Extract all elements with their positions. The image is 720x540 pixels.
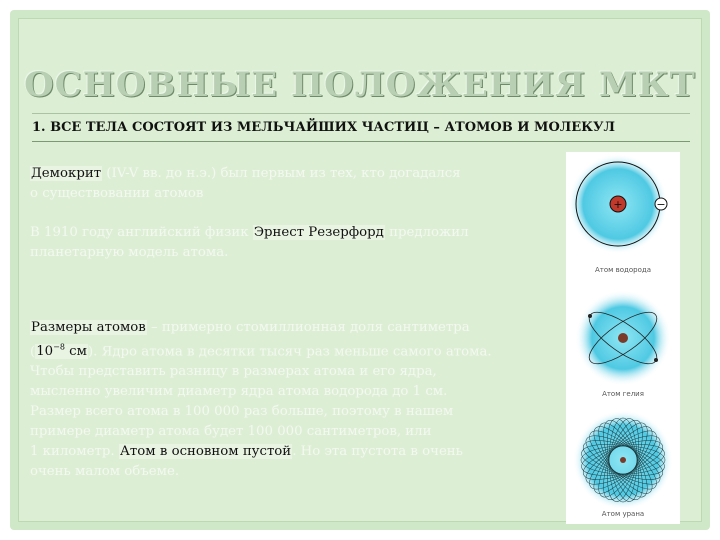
value-base: 10 (36, 344, 54, 360)
electron-minus: − (656, 198, 666, 211)
slide (18, 18, 702, 522)
heading-divider (32, 141, 690, 142)
title-divider (32, 113, 690, 114)
atom-size-line4: мысленно увеличим диаметр ядра атома водорода до 1 см. (30, 384, 448, 400)
democritus-name: Демокрит (31, 166, 102, 181)
atom-empty-highlight: Атом в основном пустой (119, 444, 292, 460)
rutherford-text-post: предложил (384, 225, 469, 240)
democritus-text: (IV-V вв. до н.э.) был первым из тех, кто догадался (102, 166, 461, 181)
democritus-text-line2: о существовании атомов (30, 186, 204, 201)
atom-images-panel (566, 152, 680, 524)
proton-plus: + (613, 198, 623, 211)
paragraph-democritus (30, 164, 570, 204)
uranium-atom-icon (566, 408, 680, 512)
hydrogen-atom-figure (566, 152, 680, 282)
uranium-atom-figure (566, 408, 680, 524)
atom2-label: Атом гелия (602, 390, 644, 398)
atom-size-line6: примере диаметр атома будет 100 000 сантиметров, или (30, 424, 432, 440)
rutherford-name: Эрнест Резерфорд (253, 225, 384, 240)
atom-size-line2: ). Ядро атома в десятки тысяч раз меньше самого атома. (87, 344, 492, 360)
value-unit: см (64, 344, 87, 360)
paragraph-atom-size (30, 318, 570, 482)
slide-title: ОСНОВНЫЕ ПОЛОЖЕНИЯ МКТ (24, 65, 696, 105)
hydrogen-label: Атом водорода (594, 266, 652, 274)
atom-size-line3: Чтобы представить разницу в размерах атома и его ядра, (30, 364, 437, 380)
atom-size-term: Размеры атомов (31, 320, 146, 335)
atom-size-line5: Размер всего атома в 100 000 раз больше, поэтому в нашем (30, 404, 454, 420)
paragraph-rutherford (30, 223, 570, 263)
atom-size-line1: – примерно стомиллионная доля сантиметра (146, 320, 470, 335)
atom-size-value (35, 344, 88, 359)
paren-open: ( (30, 344, 36, 360)
atom-size-line7-pre: 1 километр. (30, 444, 119, 460)
atom2-icon (566, 286, 680, 390)
atom2-figure (566, 286, 680, 406)
hydrogen-atom-icon (566, 152, 680, 264)
value-exponent: −8 (53, 343, 65, 352)
rutherford-text-line2: планетарную модель атома. (30, 245, 229, 260)
uranium-label: Атом урана (601, 510, 645, 518)
atom-size-line8: очень малом объеме. (30, 464, 180, 480)
section-heading: 1. ВСЕ ТЕЛА СОСТОЯТ ИЗ МЕЛЬЧАЙШИХ ЧАСТИЦ – АТОМОВ И МОЛЕКУЛ (32, 120, 616, 135)
atom-size-line7-post: . Но эта пустота в очень (292, 444, 463, 460)
rutherford-text-pre: В 1910 году английский физик (30, 225, 253, 240)
